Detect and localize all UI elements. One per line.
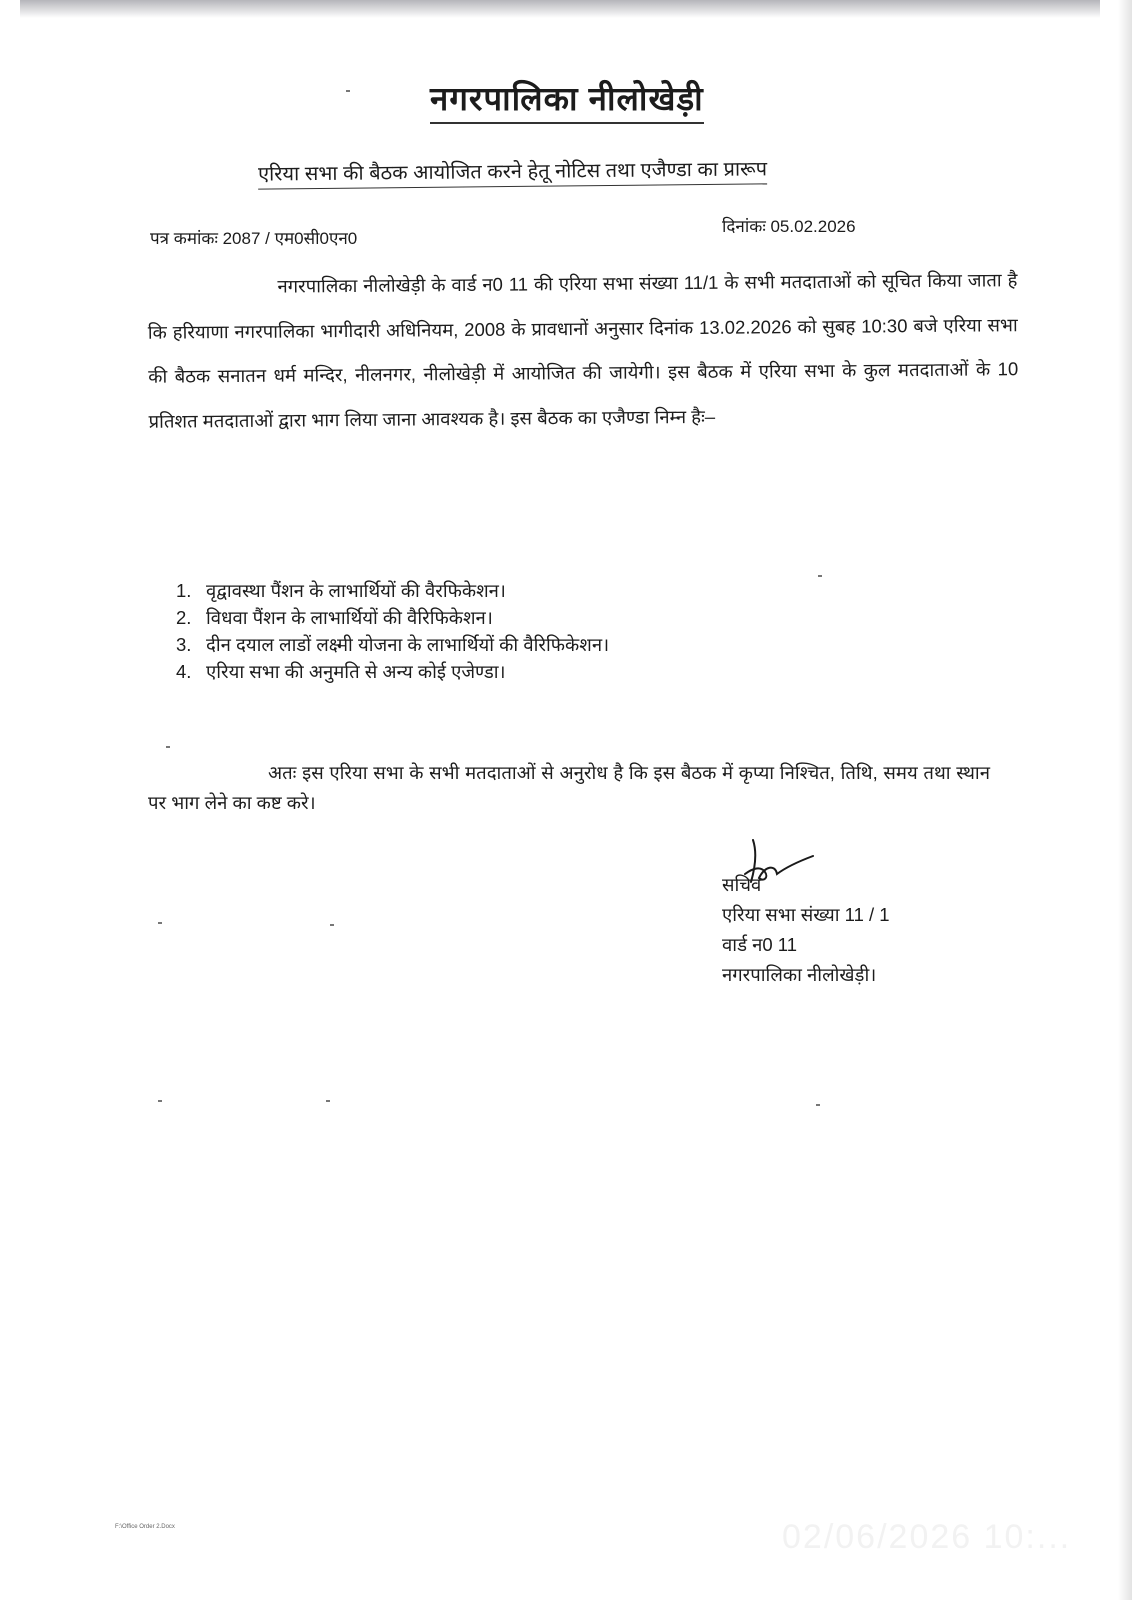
agenda-text: विधवा पैंशन के लाभार्थियों की वैरिफिकेशन। [206, 607, 493, 628]
scan-speck [346, 90, 350, 92]
scan-speck [158, 1100, 162, 1102]
faint-timestamp: 02/06/2026 10:... [782, 1518, 1072, 1556]
scan-speck [330, 924, 334, 926]
agenda-text: दीन दयाल लाडों लक्ष्मी योजना के लाभार्थियों की वैरिफिकेशन। [206, 634, 610, 655]
document-date: दिनांकः 05.02.2026 [722, 217, 856, 236]
reference-number: पत्र कमांकः 2087 / एम0सी0एन0 [150, 229, 358, 248]
scan-edge [1118, 0, 1132, 1600]
scan-speck [818, 575, 822, 577]
scan-shadow [20, 0, 1100, 18]
document-subtitle: एरिया सभा की बैठक आयोजित करने हेतू नोटिस तथा एजैण्डा का प्रारूप [258, 155, 767, 189]
agenda-number: 2. [176, 607, 192, 628]
agenda-list [176, 577, 609, 685]
closing-request: अतः इस एरिया सभा के सभी मतदाताओं से अनुरोध है कि इस बैठक में कृप्या निश्चित, तिथि, समय तथा स्थान पर भाग लेने का कष्ट करे। [148, 762, 990, 813]
signatory-line: वार्ड न0 11 [722, 934, 798, 955]
agenda-number: 1. [176, 580, 192, 601]
signatory-designation: सचिव [722, 874, 762, 895]
signature-block [722, 870, 890, 990]
signatory-line: नगरपालिका नीलोखेड़ी। [722, 964, 877, 985]
scan-speck [816, 1104, 820, 1106]
agenda-text: एरिया सभा की अनुमति से अन्य कोई एजेण्डा। [206, 661, 506, 682]
agenda-item [176, 604, 609, 631]
agenda-text: वृद्वावस्था पैंशन के लाभार्थियों की वैरफिकेशन। [206, 580, 506, 601]
file-path-footer: F:\Office Order 2.Docx [115, 1524, 175, 1530]
scan-speck [326, 1100, 330, 1102]
agenda-item [176, 658, 609, 685]
scan-speck [166, 746, 170, 748]
agenda-number: 4. [176, 661, 192, 682]
notice-body: नगरपालिका नीलोखेड़ी के वार्ड न0 11 की एरिया सभा संख्या 11/1 के सभी मतदाताओं को सूचित किया जाता है कि हरियाणा नगरपालिका भागीदारी अधिनियम, 2008 के प्रावधानों अनुसार दिनांक 13.02.2026 को सुबह 10:30 बजे एरिया सभा की बैठक सनातन धर्म मन्दिर, नीलनगर, नीलोखेड़ी में आयोजित की जायेगी। इस बैठक में एरिया सभा के कुल मतदाताओं के 10 प्रतिशत मतदाताओं द्वारा भाग लिया जाना आवश्यक है। इस बैठक का एजैण्डा निम्न हैः– [147, 269, 1019, 432]
agenda-number: 3. [176, 634, 192, 655]
document-heading: नगरपालिका नीलोखेड़ी [430, 78, 704, 124]
agenda-item [176, 577, 609, 604]
signatory-line: एरिया सभा संख्या 11 / 1 [722, 904, 890, 925]
agenda-item [176, 631, 609, 658]
scan-speck [158, 922, 162, 924]
